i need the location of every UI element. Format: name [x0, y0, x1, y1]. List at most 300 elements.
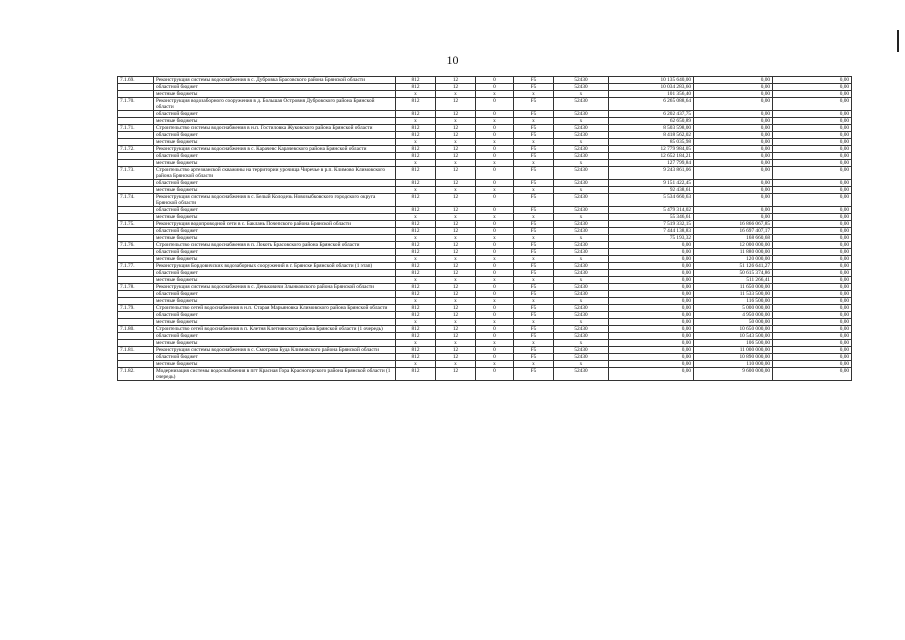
code-section: 12	[436, 132, 476, 139]
amount-year-1: 0,00	[609, 312, 694, 319]
row-name: Строительство системы водоснабжения в н.п. Гостиловка Жуковского района Брянской области	[154, 125, 396, 132]
code-program: 0	[476, 125, 514, 132]
amount-year-1: 0,00	[609, 263, 694, 270]
row-number	[118, 214, 154, 221]
code-program: х	[476, 298, 514, 305]
code-direction: 52430	[554, 354, 609, 361]
code-ministry: х	[396, 91, 436, 98]
code-section: 12	[436, 354, 476, 361]
table-row	[118, 98, 852, 111]
amount-year-2: 0,00	[694, 98, 773, 111]
code-project: F5	[514, 242, 554, 249]
code-direction: 52430	[554, 242, 609, 249]
row-number: 7.1.74.	[118, 194, 154, 207]
code-project: х	[514, 256, 554, 263]
row-number	[118, 132, 154, 139]
code-ministry: 812	[396, 347, 436, 354]
code-section: х	[436, 319, 476, 326]
amount-year-3: 0,00	[773, 132, 852, 139]
amount-year-3: 0,00	[773, 167, 852, 180]
amount-year-2: 16 866 067,85	[694, 221, 773, 228]
amount-year-3: 0,00	[773, 77, 852, 84]
code-direction: х	[554, 298, 609, 305]
code-direction: 52430	[554, 249, 609, 256]
table-row	[118, 167, 852, 180]
row-name: областной бюджет	[154, 354, 396, 361]
code-project: F5	[514, 347, 554, 354]
code-direction: х	[554, 277, 609, 284]
amount-year-1: 8 418 562,02	[609, 132, 694, 139]
code-direction: 52430	[554, 146, 609, 153]
code-direction: 52430	[554, 368, 609, 381]
row-number	[118, 298, 154, 305]
row-number: 7.1.77.	[118, 263, 154, 270]
code-ministry: 812	[396, 146, 436, 153]
row-number	[118, 153, 154, 160]
amount-year-3: 0,00	[773, 284, 852, 291]
code-ministry: х	[396, 118, 436, 125]
code-program: 0	[476, 111, 514, 118]
table-row	[118, 180, 852, 187]
code-program: х	[476, 361, 514, 368]
code-direction: 52430	[554, 291, 609, 298]
amount-year-1: 10 135 640,00	[609, 77, 694, 84]
code-project: х	[514, 298, 554, 305]
row-number	[118, 270, 154, 277]
table-row	[118, 347, 852, 354]
amount-year-1: 8 503 598,00	[609, 125, 694, 132]
row-name: Реконструкция Бордовичских водозаборных сооружений в г. Брянске Брянской области (1 этап)	[154, 263, 396, 270]
code-program: х	[476, 160, 514, 167]
code-project: F5	[514, 249, 554, 256]
row-name: Строительство сетей водоснабжения в н.п. Старая Марьяновка Климовского района Брянской области	[154, 305, 396, 312]
code-direction: х	[554, 187, 609, 194]
code-direction: 52430	[554, 180, 609, 187]
row-number: 7.1.76.	[118, 242, 154, 249]
code-direction: х	[554, 118, 609, 125]
code-program: х	[476, 118, 514, 125]
amount-year-2: 0,00	[694, 118, 773, 125]
code-program: 0	[476, 153, 514, 160]
code-project: х	[514, 340, 554, 347]
code-ministry: 812	[396, 132, 436, 139]
amount-year-2: 50 615 374,86	[694, 270, 773, 277]
row-number	[118, 118, 154, 125]
row-name: местные бюджеты	[154, 235, 396, 242]
row-number	[118, 340, 154, 347]
code-section: х	[436, 256, 476, 263]
amount-year-2: 51 126 641,27	[694, 263, 773, 270]
code-program: 0	[476, 77, 514, 84]
amount-year-3: 0,00	[773, 118, 852, 125]
code-project: F5	[514, 77, 554, 84]
amount-year-3: 0,00	[773, 91, 852, 98]
row-number	[118, 256, 154, 263]
amount-year-1: 92 438,61	[609, 187, 694, 194]
amount-year-2: 10 890 000,00	[694, 354, 773, 361]
table-row	[118, 368, 852, 381]
code-program: 0	[476, 242, 514, 249]
code-direction: 52430	[554, 263, 609, 270]
code-project: F5	[514, 368, 554, 381]
code-section: х	[436, 139, 476, 146]
table-row	[118, 263, 852, 270]
code-project: F5	[514, 263, 554, 270]
code-program: 0	[476, 207, 514, 214]
table-row	[118, 277, 852, 284]
row-name: местные бюджеты	[154, 139, 396, 146]
code-ministry: х	[396, 319, 436, 326]
row-number: 7.1.75.	[118, 221, 154, 228]
code-ministry: 812	[396, 333, 436, 340]
row-name: Реконструкция системы водоснабжения в с. Деньковичи Злынковского района Брянской области	[154, 284, 396, 291]
code-project: F5	[514, 312, 554, 319]
code-section: х	[436, 118, 476, 125]
amount-year-3: 0,00	[773, 312, 852, 319]
code-project: F5	[514, 207, 554, 214]
amount-year-2: 10 543 500,00	[694, 333, 773, 340]
amount-year-3: 0,00	[773, 361, 852, 368]
code-ministry: 812	[396, 180, 436, 187]
amount-year-2: 116 500,00	[694, 298, 773, 305]
table-row	[118, 361, 852, 368]
amount-year-2: 0,00	[694, 187, 773, 194]
code-direction: 52430	[554, 333, 609, 340]
code-program: 0	[476, 146, 514, 153]
amount-year-3: 0,00	[773, 270, 852, 277]
amount-year-1: 101 356,40	[609, 91, 694, 98]
amount-year-3: 0,00	[773, 249, 852, 256]
code-program: 0	[476, 347, 514, 354]
amount-year-2: 10 650 000,00	[694, 326, 773, 333]
code-section: 12	[436, 270, 476, 277]
code-ministry: 812	[396, 84, 436, 91]
amount-year-1: 0,00	[609, 340, 694, 347]
code-program: 0	[476, 291, 514, 298]
code-ministry: 812	[396, 249, 436, 256]
code-project: х	[514, 187, 554, 194]
amount-year-3: 0,00	[773, 146, 852, 153]
row-number	[118, 91, 154, 98]
amount-year-1: 9 151 422,45	[609, 180, 694, 187]
code-direction: х	[554, 91, 609, 98]
amount-year-2: 0,00	[694, 139, 773, 146]
row-number: 7.1.71.	[118, 125, 154, 132]
code-section: х	[436, 298, 476, 305]
amount-year-2: 0,00	[694, 194, 773, 207]
amount-year-3: 0,00	[773, 305, 852, 312]
code-ministry: х	[396, 139, 436, 146]
row-number: 7.1.73.	[118, 167, 154, 180]
amount-year-2: 11 000 000,00	[694, 347, 773, 354]
code-program: 0	[476, 305, 514, 312]
amount-year-3: 0,00	[773, 263, 852, 270]
amount-year-2: 9 600 000,00	[694, 368, 773, 381]
row-name: Строительство артезианской скважины на территории урочища Чиречье в р.п. Климово Климовского района Брянской области	[154, 167, 396, 180]
code-program: х	[476, 235, 514, 242]
row-name: местные бюджеты	[154, 187, 396, 194]
code-program: 0	[476, 354, 514, 361]
amount-year-1: 62 650,89	[609, 118, 694, 125]
code-project: F5	[514, 111, 554, 118]
amount-year-3: 0,00	[773, 153, 852, 160]
code-direction: 52430	[554, 194, 609, 207]
code-ministry: х	[396, 160, 436, 167]
row-number	[118, 111, 154, 118]
amount-year-3: 0,00	[773, 194, 852, 207]
code-direction: 52430	[554, 207, 609, 214]
code-direction: 52430	[554, 167, 609, 180]
table-row	[118, 333, 852, 340]
code-section: х	[436, 214, 476, 221]
code-project: F5	[514, 98, 554, 111]
table-row	[118, 118, 852, 125]
amount-year-1: 0,00	[609, 319, 694, 326]
row-name: местные бюджеты	[154, 91, 396, 98]
code-project: х	[514, 139, 554, 146]
amount-year-1: 0,00	[609, 249, 694, 256]
row-number: 7.1.81.	[118, 347, 154, 354]
table-row	[118, 194, 852, 207]
code-direction: 52430	[554, 347, 609, 354]
row-name: местные бюджеты	[154, 340, 396, 347]
code-ministry: 812	[396, 111, 436, 118]
budget-table	[117, 76, 852, 381]
amount-year-1: 0,00	[609, 361, 694, 368]
amount-year-2: 12 000 000,00	[694, 242, 773, 249]
code-project: х	[514, 160, 554, 167]
amount-year-3: 0,00	[773, 354, 852, 361]
amount-year-1: 12 652 184,21	[609, 153, 694, 160]
code-program: 0	[476, 312, 514, 319]
code-project: F5	[514, 305, 554, 312]
amount-year-3: 0,00	[773, 84, 852, 91]
code-direction: 52430	[554, 132, 609, 139]
code-program: 0	[476, 84, 514, 91]
code-ministry: 812	[396, 354, 436, 361]
code-section: 12	[436, 312, 476, 319]
code-program: 0	[476, 98, 514, 111]
row-name: областной бюджет	[154, 312, 396, 319]
code-ministry: 812	[396, 228, 436, 235]
amount-year-2: 0,00	[694, 111, 773, 118]
code-section: 12	[436, 249, 476, 256]
page-number: 10	[446, 53, 459, 67]
amount-year-3: 0,00	[773, 214, 852, 221]
code-project: F5	[514, 84, 554, 91]
amount-year-3: 0,00	[773, 139, 852, 146]
code-project: F5	[514, 284, 554, 291]
table-row	[118, 187, 852, 194]
amount-year-2: 0,00	[694, 153, 773, 160]
amount-year-1: 7 519 332,15	[609, 221, 694, 228]
amount-year-2: 11 880 000,00	[694, 249, 773, 256]
row-number	[118, 291, 154, 298]
row-name: Строительство сетей водоснабжения в п. Клетня Клетнянского района Брянской области (1 очередь)	[154, 326, 396, 333]
row-number	[118, 160, 154, 167]
row-number	[118, 354, 154, 361]
row-name: местные бюджеты	[154, 118, 396, 125]
table-row	[118, 298, 852, 305]
amount-year-1: 127 799,84	[609, 160, 694, 167]
code-program: 0	[476, 221, 514, 228]
amount-year-3: 0,00	[773, 207, 852, 214]
code-direction: 52430	[554, 84, 609, 91]
amount-year-2: 0,00	[694, 207, 773, 214]
table-row	[118, 207, 852, 214]
code-ministry: 812	[396, 270, 436, 277]
amount-year-3: 0,00	[773, 125, 852, 132]
amount-year-2: 50 000,00	[694, 319, 773, 326]
row-number: 7.1.78.	[118, 284, 154, 291]
code-direction: 52430	[554, 111, 609, 118]
table-row	[118, 270, 852, 277]
amount-year-3: 0,00	[773, 326, 852, 333]
row-number: 7.1.82.	[118, 368, 154, 381]
code-project: F5	[514, 333, 554, 340]
amount-year-1: 5 479 314,02	[609, 207, 694, 214]
amount-year-2: 120 000,00	[694, 256, 773, 263]
row-number: 7.1.72.	[118, 146, 154, 153]
amount-year-1: 0,00	[609, 284, 694, 291]
row-name: Реконструкция системы водоснабжения в с. Дубровка Брасовского района Брянской области	[154, 77, 396, 84]
code-section: х	[436, 361, 476, 368]
code-direction: 52430	[554, 284, 609, 291]
code-section: х	[436, 91, 476, 98]
row-name: областной бюджет	[154, 249, 396, 256]
row-name: Реконструкция водопроводной сети в с. Баклань Почепского района Брянской области	[154, 221, 396, 228]
code-program: 0	[476, 333, 514, 340]
row-name: местные бюджеты	[154, 319, 396, 326]
row-number: 7.1.80.	[118, 326, 154, 333]
row-name: областной бюджет	[154, 180, 396, 187]
amount-year-2: 0,00	[694, 91, 773, 98]
table-row	[118, 160, 852, 167]
table-row	[118, 291, 852, 298]
row-name: Модернизация системы водоснабжения в пгт Красная Гора Красногорского района Брянской области (1 очередь)	[154, 368, 396, 381]
amount-year-2: 0,00	[694, 180, 773, 187]
table-row	[118, 284, 852, 291]
code-project: х	[514, 91, 554, 98]
code-section: 12	[436, 263, 476, 270]
amount-year-1: 0,00	[609, 270, 694, 277]
code-section: 12	[436, 194, 476, 207]
amount-year-1: 10 034 283,60	[609, 84, 694, 91]
amount-year-2: 16 697 407,17	[694, 228, 773, 235]
table-body	[118, 77, 852, 381]
code-section: 12	[436, 207, 476, 214]
amount-year-1: 0,00	[609, 242, 694, 249]
row-name: Реконструкция системы водоснабжения в с. Карачевс Карачевского района Брянской области	[154, 146, 396, 153]
row-name: областной бюджет	[154, 132, 396, 139]
code-ministry: х	[396, 187, 436, 194]
code-program: 0	[476, 284, 514, 291]
code-ministry: х	[396, 235, 436, 242]
code-ministry: х	[396, 277, 436, 284]
row-name: Реконструкция системы водоснабжения в с. Смотрова Буда Климовского района Брянской области	[154, 347, 396, 354]
table-row	[118, 139, 852, 146]
row-name: Реконструкция водозаборного сооружения в д. Большая Островня Дубровского района Брянской области	[154, 98, 396, 111]
code-section: 12	[436, 153, 476, 160]
table-row	[118, 319, 852, 326]
amount-year-1: 12 779 984,05	[609, 146, 694, 153]
code-program: 0	[476, 368, 514, 381]
amount-year-2: 11 650 000,00	[694, 284, 773, 291]
code-section: х	[436, 277, 476, 284]
row-name: областной бюджет	[154, 270, 396, 277]
row-name: местные бюджеты	[154, 256, 396, 263]
code-direction: 52430	[554, 305, 609, 312]
amount-year-1: 0,00	[609, 333, 694, 340]
amount-year-3: 0,00	[773, 298, 852, 305]
amount-year-2: 0,00	[694, 214, 773, 221]
table-row	[118, 221, 852, 228]
code-direction: 52430	[554, 312, 609, 319]
row-number	[118, 180, 154, 187]
row-name: областной бюджет	[154, 153, 396, 160]
code-ministry: 812	[396, 153, 436, 160]
amount-year-2: 0,00	[694, 125, 773, 132]
code-section: 12	[436, 221, 476, 228]
row-name: местные бюджеты	[154, 214, 396, 221]
code-direction: х	[554, 340, 609, 347]
code-direction: 52430	[554, 326, 609, 333]
table-row	[118, 249, 852, 256]
code-program: 0	[476, 326, 514, 333]
amount-year-1: 7 444 138,83	[609, 228, 694, 235]
code-program: 0	[476, 180, 514, 187]
amount-year-3: 0,00	[773, 277, 852, 284]
row-name: областной бюджет	[154, 207, 396, 214]
code-direction: х	[554, 235, 609, 242]
amount-year-2: 168 660,68	[694, 235, 773, 242]
amount-year-3: 0,00	[773, 347, 852, 354]
code-section: 12	[436, 180, 476, 187]
code-project: F5	[514, 221, 554, 228]
amount-year-1: 0,00	[609, 354, 694, 361]
amount-year-2: 511 266,41	[694, 277, 773, 284]
code-section: 12	[436, 111, 476, 118]
table-row	[118, 125, 852, 132]
code-program: х	[476, 91, 514, 98]
row-number	[118, 312, 154, 319]
code-section: 12	[436, 146, 476, 153]
row-name: областной бюджет	[154, 84, 396, 91]
table-row	[118, 214, 852, 221]
amount-year-3: 0,00	[773, 180, 852, 187]
code-project: F5	[514, 132, 554, 139]
code-section: 12	[436, 167, 476, 180]
code-ministry: 812	[396, 167, 436, 180]
table-row	[118, 91, 852, 98]
code-ministry: 812	[396, 207, 436, 214]
code-project: F5	[514, 125, 554, 132]
code-direction: 52430	[554, 221, 609, 228]
row-name: местные бюджеты	[154, 160, 396, 167]
code-ministry: х	[396, 298, 436, 305]
code-program: 0	[476, 263, 514, 270]
row-number	[118, 319, 154, 326]
row-name: местные бюджеты	[154, 361, 396, 368]
code-project: F5	[514, 354, 554, 361]
code-program: 0	[476, 270, 514, 277]
code-section: х	[436, 235, 476, 242]
row-name: областной бюджет	[154, 291, 396, 298]
row-number	[118, 249, 154, 256]
code-direction: х	[554, 256, 609, 263]
code-ministry: 812	[396, 284, 436, 291]
code-direction: 52430	[554, 270, 609, 277]
